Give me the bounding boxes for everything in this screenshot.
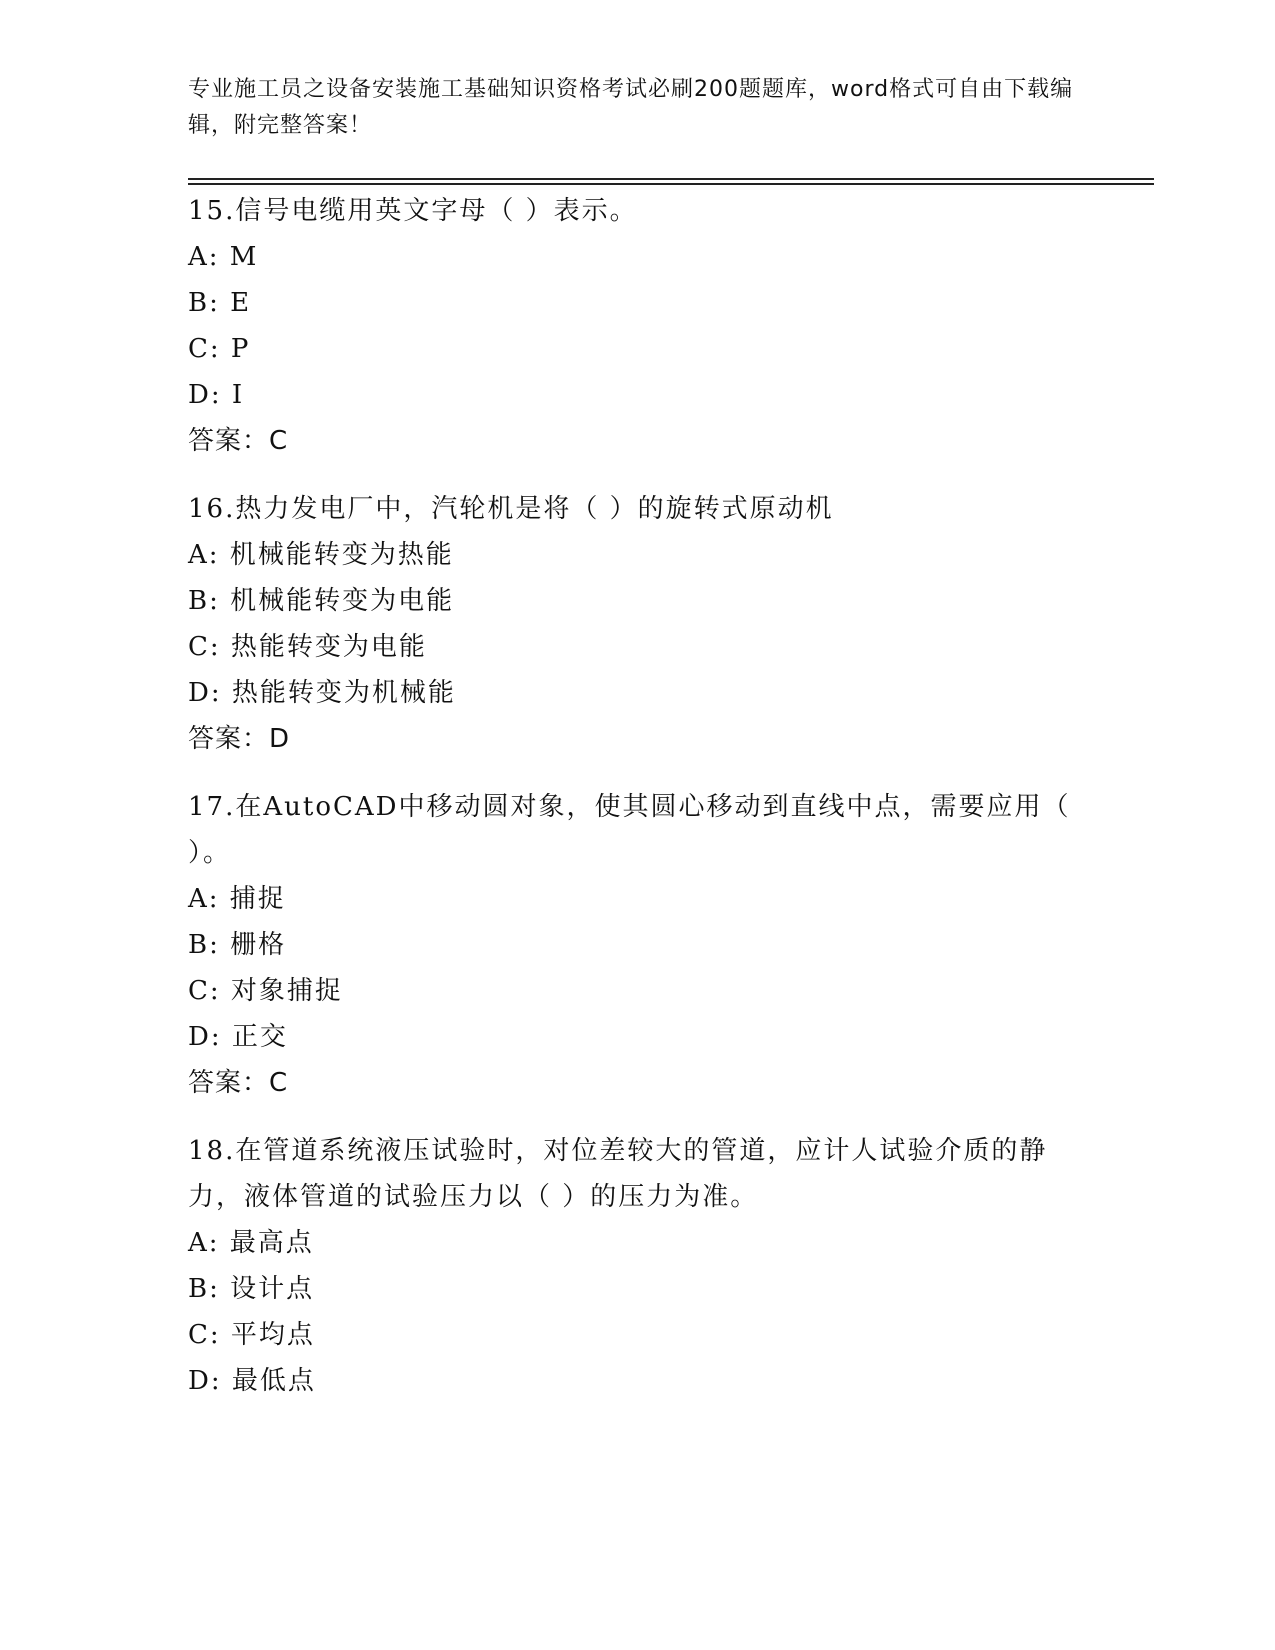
- question-list: [188, 188, 1088, 1426]
- option-d: D: I: [188, 380, 245, 410]
- option-a: A: 机械能转变为热能: [188, 540, 454, 570]
- question-stem: 15.信号电缆用英文字母（ ）表示。: [188, 196, 638, 226]
- option-b: B: 栅格: [188, 930, 287, 960]
- option-b: B: 机械能转变为电能: [188, 586, 455, 616]
- header-divider-bottom: [188, 183, 1154, 185]
- question-stem: 18.在管道系统液压试验时，对位差较大的管道，应计人试验介质的静力，液体管道的试验压力以（ ）的压力为准。: [188, 1136, 1048, 1212]
- document-header: 专业施工员之设备安装施工基础知识资格考试必刷200题题库，word格式可自由下载编辑，附完整答案！: [188, 77, 1074, 138]
- option-b: B: E: [188, 288, 252, 318]
- question-15: [188, 188, 1088, 464]
- option-b: B: 设计点: [188, 1274, 315, 1304]
- answer-line: 答案：C: [188, 1068, 289, 1098]
- question-18: [188, 1128, 1088, 1404]
- question-17: [188, 784, 1088, 1106]
- option-a: A: 捕捉: [188, 884, 286, 914]
- option-c: C: 热能转变为电能: [188, 632, 427, 662]
- option-d: D: 最低点: [188, 1366, 316, 1396]
- answer-line: 答案：D: [188, 724, 291, 754]
- option-a: A: 最高点: [188, 1228, 314, 1258]
- question-16: [188, 486, 1088, 762]
- option-a: A: M: [188, 242, 259, 272]
- option-d: D: 正交: [188, 1022, 288, 1052]
- option-c: C: 平均点: [188, 1320, 315, 1350]
- option-c: C: P: [188, 334, 251, 364]
- question-stem: 17.在AutoCAD中移动圆对象，使其圆心移动到直线中点，需要应用（ ）。: [188, 792, 1071, 868]
- option-d: D: 热能转变为机械能: [188, 678, 456, 708]
- answer-line: 答案：C: [188, 426, 289, 456]
- header-divider-top: [188, 178, 1154, 180]
- question-stem: 16.热力发电厂中，汽轮机是将（ ）的旋转式原动机: [188, 494, 834, 524]
- option-c: C: 对象捕捉: [188, 976, 343, 1006]
